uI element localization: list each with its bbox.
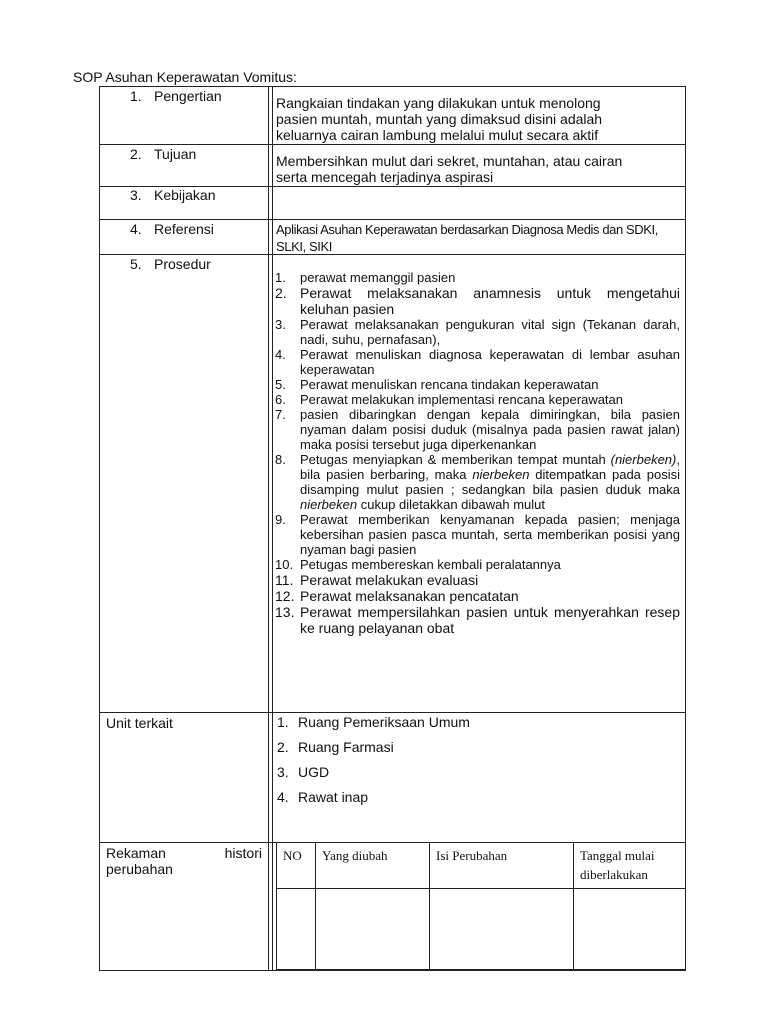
prosedur-step: 4. Perawat menuliskan diagnosa keperawatan di lembar asuhan keperawatan (275, 347, 680, 377)
history-header-yang-diubah: Yang diubah (316, 843, 430, 889)
history-header-no: NO (277, 843, 316, 889)
history-cell (430, 889, 574, 970)
history-header-isi-perubahan: Isi Perubahan (430, 843, 574, 889)
prosedur-step: 9. Perawat memberikan kenyamanan kepada pasien; menjaga kebersihan pasien pasca muntah, serta memberikan posisi yang nyaman bagi pasien (275, 512, 680, 557)
history-cell (316, 889, 430, 970)
unit-item: 2. Ruang Farmasi (277, 739, 394, 755)
prosedur-step: 11. Perawat melakukan evaluasi (275, 572, 479, 588)
history-cell (277, 889, 316, 970)
section-label-prosedur: 5. Prosedur (130, 256, 211, 272)
tujuan-text: Membersihkan mulut dari sekret, muntahan, atau cairan serta mencegah terjadinya aspirasi (276, 153, 623, 185)
prosedur-list (275, 270, 680, 636)
row-divider (99, 712, 686, 713)
row-divider (99, 219, 686, 220)
history-row (277, 889, 686, 970)
history-header-tanggal: Tanggal mulai diberlakukan (574, 843, 686, 889)
section-label-kebijakan: 3. Kebijakan (130, 187, 216, 203)
unit-item: 3. UGD (277, 764, 330, 780)
history-table (276, 842, 686, 970)
prosedur-step: 5. Perawat menuliskan rencana tindakan keperawatan (275, 377, 599, 392)
section-label-tujuan: 2. Tujuan (130, 146, 197, 162)
prosedur-step: 2. Perawat melaksanakan anamnesis untuk mengetahui keluhan pasien (275, 285, 680, 317)
history-header-row (277, 843, 686, 889)
prosedur-step: 3. Perawat melaksanakan pengukuran vital sign (Tekanan darah, nadi, suhu, pernafasan), (275, 317, 680, 347)
prosedur-step: 7. pasien dibaringkan dengan kepala dimiringkan, bila pasien nyaman dalam posisi duduk (misalnya pada pasien rawat jalan) maka posisi tersebut juga diperkenankan (275, 407, 680, 452)
document-title: SOP Asuhan Keperawatan Vomitus: (73, 69, 297, 85)
prosedur-step: 10. Petugas membereskan kembali peralatannya (275, 557, 561, 572)
section-label-pengertian: 1. Pengertian (130, 88, 222, 104)
unit-terkait-label: Unit terkait (106, 715, 173, 731)
prosedur-step: 6. Perawat melakukan implementasi rencana keperawatan (275, 392, 624, 407)
unit-item: 1. Ruang Pemeriksaan Umum (277, 714, 470, 730)
prosedur-step: 8. Petugas menyiapkan & memberikan tempat muntah (nierbeken), bila pasien berbaring, maka nierbeken ditempatkan pada posisi disamping mulut pasien ; sedangkan bila pasien duduk maka nierbeken cukup diletakkan dibawah mulut (275, 452, 680, 512)
history-cell (574, 889, 686, 970)
history-label: Rekaman histori perubahan (106, 845, 262, 877)
row-divider (99, 144, 686, 145)
prosedur-step: 1. perawat memanggil pasien (275, 270, 456, 285)
unit-item: 4. Rawat inap (277, 789, 369, 805)
section-label-referensi: 4. Referensi (130, 221, 214, 237)
prosedur-step: 12. Perawat melaksanakan pencatatan (275, 588, 519, 604)
pengertian-text: Rangkaian tindakan yang dilakukan untuk menolong pasien muntah, muntah yang dimaksud disini adalah keluarnya cairan lambung melalui mulut secara aktif (276, 95, 603, 143)
referensi-text: Aplikasi Asuhan Keperawatan berdasarkan Diagnosa Medis dan SDKI, SLKI, SIKI (276, 222, 658, 254)
prosedur-step: 13. Perawat mempersilahkan pasien untuk menyerahkan resep ke ruang pelayanan obat (275, 604, 680, 636)
unit-list (277, 714, 657, 814)
